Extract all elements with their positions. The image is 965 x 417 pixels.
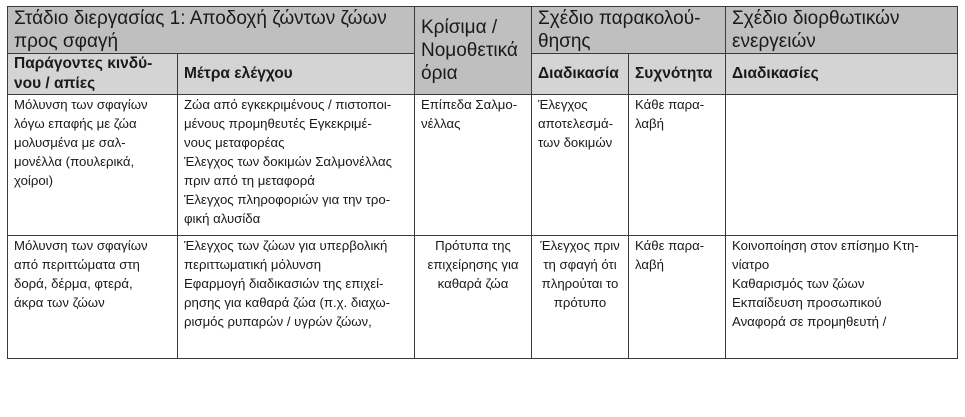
text-line: νίατρο [732,257,770,272]
procedure-header: Διαδικασία [532,54,629,95]
hazard-factors-header [8,54,178,95]
text-line: Επίπεδα Σαλμο- [421,97,518,112]
corrective-cell [726,95,958,236]
table-row [8,95,958,236]
text-line: Ζώα από εγκεκριμένους / πιστοποι- [184,97,392,112]
frequency-cell [629,95,726,236]
text-line: νέλλας [421,116,461,131]
measures-cell [178,95,415,236]
text-line: περιττωματική μόλυνση [184,257,322,272]
monitoring-plan-line: θησης [538,31,591,52]
haccp-table [7,6,958,359]
text-line: Έλεγχος πληροφοριών για την τρο- [184,192,391,207]
limits-cell [415,95,532,236]
procedures-header: Διαδικασίες [726,54,958,95]
critical-limits-line: όρια [421,63,458,84]
text-line: μολυσμένα με σαλ- [14,135,126,150]
text-line: μένους προμηθευτές Εγκεκριμέ- [184,116,372,131]
corrective-plan-line: Σχέδιο διορθωτικών [732,8,900,29]
header-row [8,7,958,54]
text-line: Κάθε παρα- [635,238,705,253]
text-line: πληρούται το [541,276,619,291]
text-line: Καθαρισμός των ζώων [732,276,865,291]
text-line: Έλεγχος των ζώων για υπερβολική [184,238,388,253]
text-line: Αναφορά σε προμηθευτή / [732,314,887,329]
procedure-cell [532,236,629,359]
frequency-header: Συχνότητα [629,54,726,95]
corrective-plan-line: ενεργειών [732,31,816,52]
text-line: λαβή [635,116,664,131]
text-line: καθαρά ζώα [437,276,509,291]
text-line: άκρα των ζώων [14,295,105,310]
text-line: Πρότυπα της [435,238,511,253]
text-line: Εκπαίδευση προσωπικού [732,295,882,310]
text-line: από περιττώματα στη [14,257,140,272]
text-line: λαβή [635,257,664,272]
text-line: τη σφαγή ότι [543,257,617,272]
hazard-cell [8,236,178,359]
text-line: Μόλυνση των σφαγίων [14,97,148,112]
corrective-plan-header [726,7,958,54]
text-line: Εφαρμογή διαδικασιών της επιχεί- [184,276,384,291]
critical-limits-header [415,7,532,95]
text-line: πριν από τη μεταφορά [184,173,315,188]
monitoring-plan-line: Σχέδιο παρακολού- [538,8,701,29]
text-line: δορά, δέρμα, φτερά, [14,276,133,291]
hazard-factors-line: Παράγοντες κινδύ- [14,55,153,72]
text-line: επιχείρησης για [427,257,519,272]
text-line: Έλεγχος [538,97,588,112]
text-line: χοίροι) [14,173,53,188]
text-line: μονέλλα (πουλερικά, [14,154,135,169]
frequency-cell [629,236,726,359]
text-line: πρότυπο [553,295,607,310]
stage-title-line: Στάδιο διεργασίας 1: Αποδοχή ζώντων ζώων [14,8,387,29]
limits-cell [415,236,532,359]
critical-limits-line: Κρίσιμα / [421,17,498,38]
table-row [8,236,958,359]
text-line: νους μεταφορέας [184,135,285,150]
measures-cell [178,236,415,359]
text-line: αποτελεσμά- [538,116,613,131]
procedure-cell [532,95,629,236]
text-line: Κάθε παρα- [635,97,705,112]
stage-title-line: προς σφαγή [14,31,119,52]
text-line: Κοινοποίηση στον επίσημο Κτη- [732,238,919,253]
stage-title [8,7,415,54]
text-line: Έλεγχος πριν [540,238,620,253]
corrective-cell [726,236,958,359]
control-measures-header: Μέτρα ελέγχου [178,54,415,95]
text-line: Έλεγχος των δοκιμών Σαλμονέλλας [184,154,392,169]
hazard-factors-line: νου / απίες [14,75,96,92]
hazard-cell [8,95,178,236]
text-line: Μόλυνση των σφαγίων [14,238,148,253]
monitoring-plan-header [532,7,726,54]
critical-limits-line: Νομοθετικά [421,40,518,61]
text-line: φική αλυσίδα [184,211,261,226]
text-line: ρισμός ρυπαρών / υγρών ζώων, [184,314,372,329]
text-line: λόγω επαφής με ζώα [14,116,137,131]
text-line: ρησης για καθαρά ζώα (π.χ. διαχω- [184,295,391,310]
text-line: των δοκιμών [538,135,613,150]
